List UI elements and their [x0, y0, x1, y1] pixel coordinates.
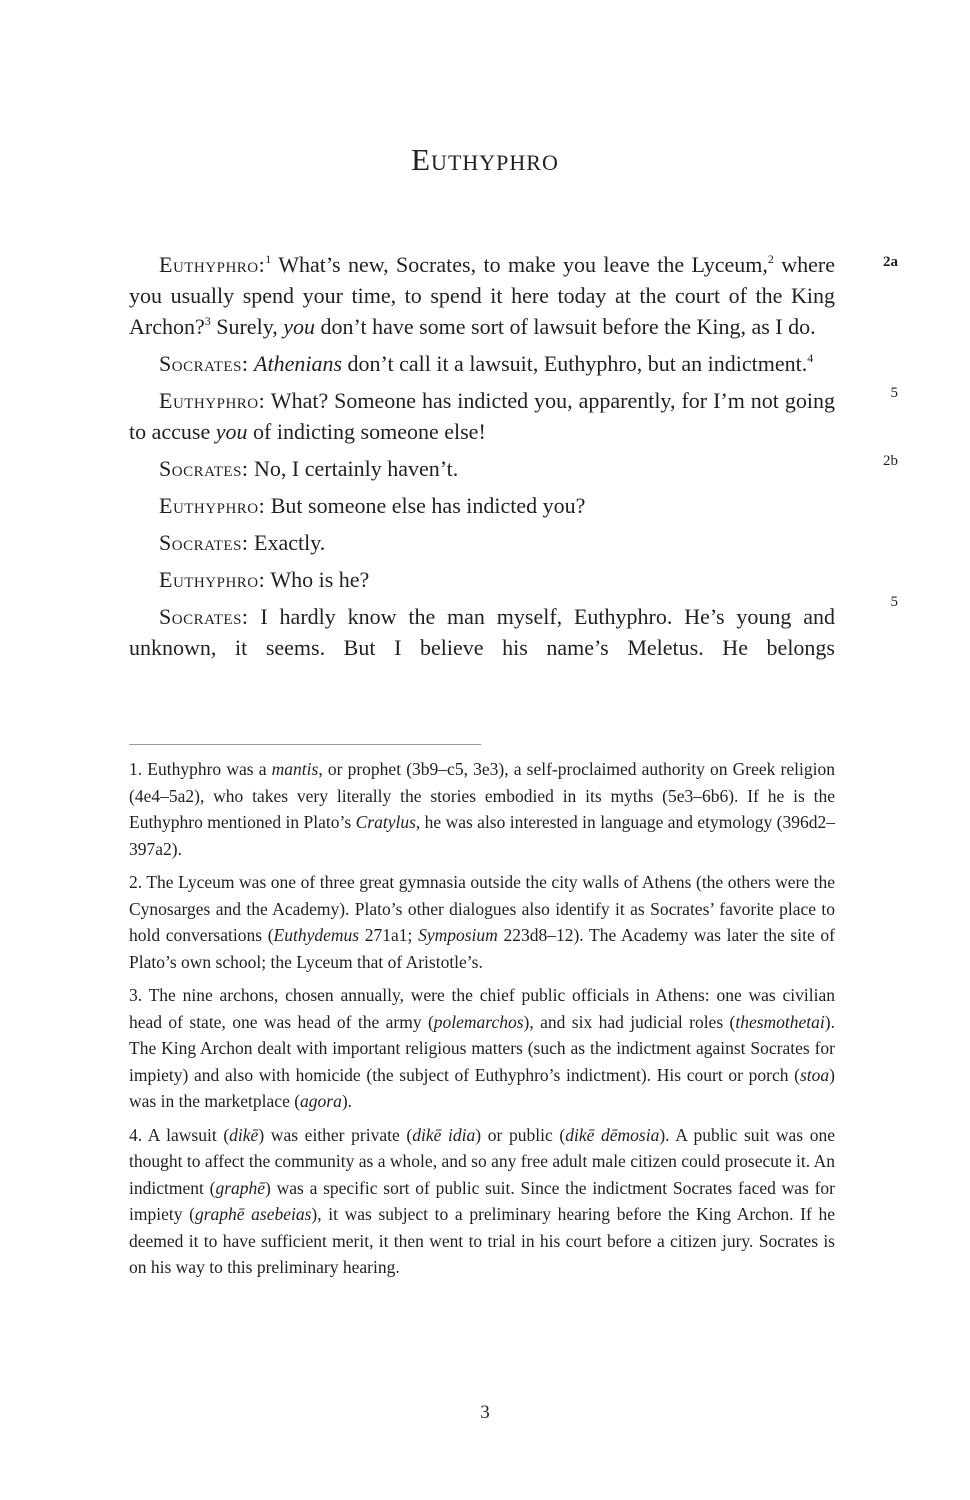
- footnote-text: 2. The Lyceum was one of three great gymnasia outside the city walls of Athens (the others were the Cynosarges and the Academy). Plato’s other dialogues also identify it as Socrates’ favorite place to hold conversations (: [129, 872, 835, 945]
- dialogue-paragraph: [129, 348, 835, 379]
- dialogue-text: What’s new, Socrates, to make you leave the Lyceum,: [271, 252, 768, 277]
- dialogue-paragraph: [129, 527, 835, 558]
- line-number: 5: [890, 594, 898, 610]
- line-number: 5: [890, 385, 898, 401]
- dialogue-text: No, I certainly haven’t.: [248, 456, 459, 481]
- footnote-italic: stoa: [799, 1064, 830, 1085]
- footnote-text: ) was either private (: [258, 1124, 413, 1145]
- dialogue-text: don’t call it a lawsuit, Euthyphro, but an indictment.: [342, 351, 808, 376]
- footnote-text: 4. A lawsuit (: [129, 1124, 230, 1145]
- dialogue-text: Who is he?: [265, 567, 370, 592]
- footnote-italic: dikē dēmosia: [565, 1124, 660, 1145]
- footnote-italic: agora: [300, 1091, 342, 1111]
- footnote-italic: graphē: [215, 1177, 266, 1198]
- stephanus-ref: 2b: [883, 453, 898, 469]
- footnote-text: ). A public suit was one thought to affect the community as a whole, and so any free adult male citizen could prosecute it. An indictment (: [129, 1124, 836, 1198]
- speaker-name: Socrates:: [159, 456, 249, 481]
- dialogue-body: [129, 249, 835, 669]
- footnote-italic: graphē asebeias: [194, 1204, 312, 1224]
- footnote-text: ) was a specific sort of public suit. Since the indictment Socrates faced was for impiety (: [129, 1177, 835, 1224]
- dialogue-text: where you usually spend your time, to spend it here today at the court of the King Archon?: [129, 252, 835, 339]
- dialogue-text: I hardly know the man myself, Euthyphro. He’s young and unknown, it seems. But I believe his name’s Meletus. He belongs: [129, 604, 835, 660]
- footnote-text: ) was in the marketplace (: [129, 1064, 835, 1111]
- footnote-italic: dikē: [229, 1124, 259, 1145]
- footnote-text: ). The King Archon dealt with important religious matters (such as the indictment against Socrates for impiety) and also with homicide (the subject of Euthyphro’s indictment). His court or porch (: [129, 1011, 835, 1085]
- speaker-name: Socrates:: [159, 351, 249, 376]
- footnote-text: , he was also interested in language and etymology (396d2–397a2).: [129, 812, 835, 859]
- footnote-text: , or prophet (3b9–c5, 3e3), a self-proclaimed authority on Greek religion (4e4–5a2), who takes very literally the stories embodied in its myths (5e3–6b6). If he is the Euthyphro mentioned in Plato’s: [129, 759, 835, 832]
- dialogue-paragraph: [129, 601, 835, 663]
- dialogue-paragraph: [129, 385, 835, 447]
- footnote-italic: thesmothetai: [735, 1011, 825, 1032]
- speaker-name: Euthyphro:: [159, 252, 266, 277]
- dialogue-text: Surely,: [210, 314, 284, 339]
- footnote-ref[interactable]: 2: [767, 252, 774, 266]
- footnote-italic: Cratylus: [355, 812, 416, 832]
- page-number: 3: [480, 1402, 490, 1423]
- footnote-ref[interactable]: 4: [807, 351, 814, 365]
- emphasis: you: [283, 314, 316, 339]
- speaker-name: Socrates:: [159, 530, 249, 555]
- speaker-name: Euthyphro:: [159, 493, 266, 518]
- dialogue-paragraph: [129, 564, 835, 595]
- footnote-text: 271a1;: [359, 925, 419, 945]
- speaker-name: Socrates:: [159, 604, 249, 629]
- dialogue-text: But someone else has indicted you?: [265, 493, 586, 518]
- footnote-text: 3. The nine archons, chosen annually, were the chief public officials in Athens: one was civilian head of state, one was head of the army (: [129, 985, 835, 1032]
- footnote-text: ), it was subject to a preliminary hearing before the King Archon. If he deemed it to have sufficient merit, it then went to trial in his court before a citizen jury. Socrates is on his way to this preliminary hearing.: [129, 1204, 835, 1277]
- chapter-title: Euthyphro: [411, 142, 559, 177]
- footnote-italic: mantis: [271, 759, 319, 779]
- footnote: [129, 756, 835, 862]
- footnotes: [129, 756, 835, 1288]
- footnote-ref[interactable]: 1: [265, 252, 272, 266]
- footnote-text: ), and six had judicial roles (: [523, 1011, 736, 1032]
- footnote-text: ) or public (: [475, 1124, 566, 1145]
- footnote-italic: Symposium: [418, 925, 498, 945]
- footnote: [129, 869, 835, 975]
- dialogue-paragraph: [129, 490, 835, 521]
- emphasis: you: [215, 419, 248, 444]
- footnote-italic: dikē idia: [412, 1124, 476, 1145]
- footnote-text: 223d8–12). The Academy was later the site of Plato’s own school; the Lyceum that of Aristotle’s.: [129, 925, 835, 972]
- footnote-text: 1. Euthyphro was a: [129, 759, 272, 779]
- footnote-italic: polemarchos: [433, 1011, 524, 1032]
- emphasis: Athenians: [254, 351, 343, 376]
- speaker-name: Euthyphro:: [159, 567, 266, 592]
- footnote: [129, 1122, 835, 1281]
- footnote-divider: [129, 744, 481, 745]
- dialogue-paragraph: [129, 249, 835, 342]
- dialogue-text: Exactly.: [248, 530, 326, 555]
- dialogue-text: of indicting someone else!: [247, 419, 486, 444]
- speaker-name: Euthyphro:: [159, 388, 266, 413]
- footnote-italic: Euthydemus: [273, 925, 360, 945]
- dialogue-text: don’t have some sort of lawsuit before the King, as I do.: [315, 314, 816, 339]
- stephanus-ref: 2a: [883, 254, 898, 270]
- footnote: [129, 982, 835, 1115]
- footnote-text: ).: [341, 1091, 353, 1111]
- dialogue-paragraph: [129, 453, 835, 484]
- footnote-ref[interactable]: 3: [204, 314, 211, 328]
- dialogue-text: What? Someone has indicted you, apparently, for I’m not going to accuse: [129, 388, 835, 444]
